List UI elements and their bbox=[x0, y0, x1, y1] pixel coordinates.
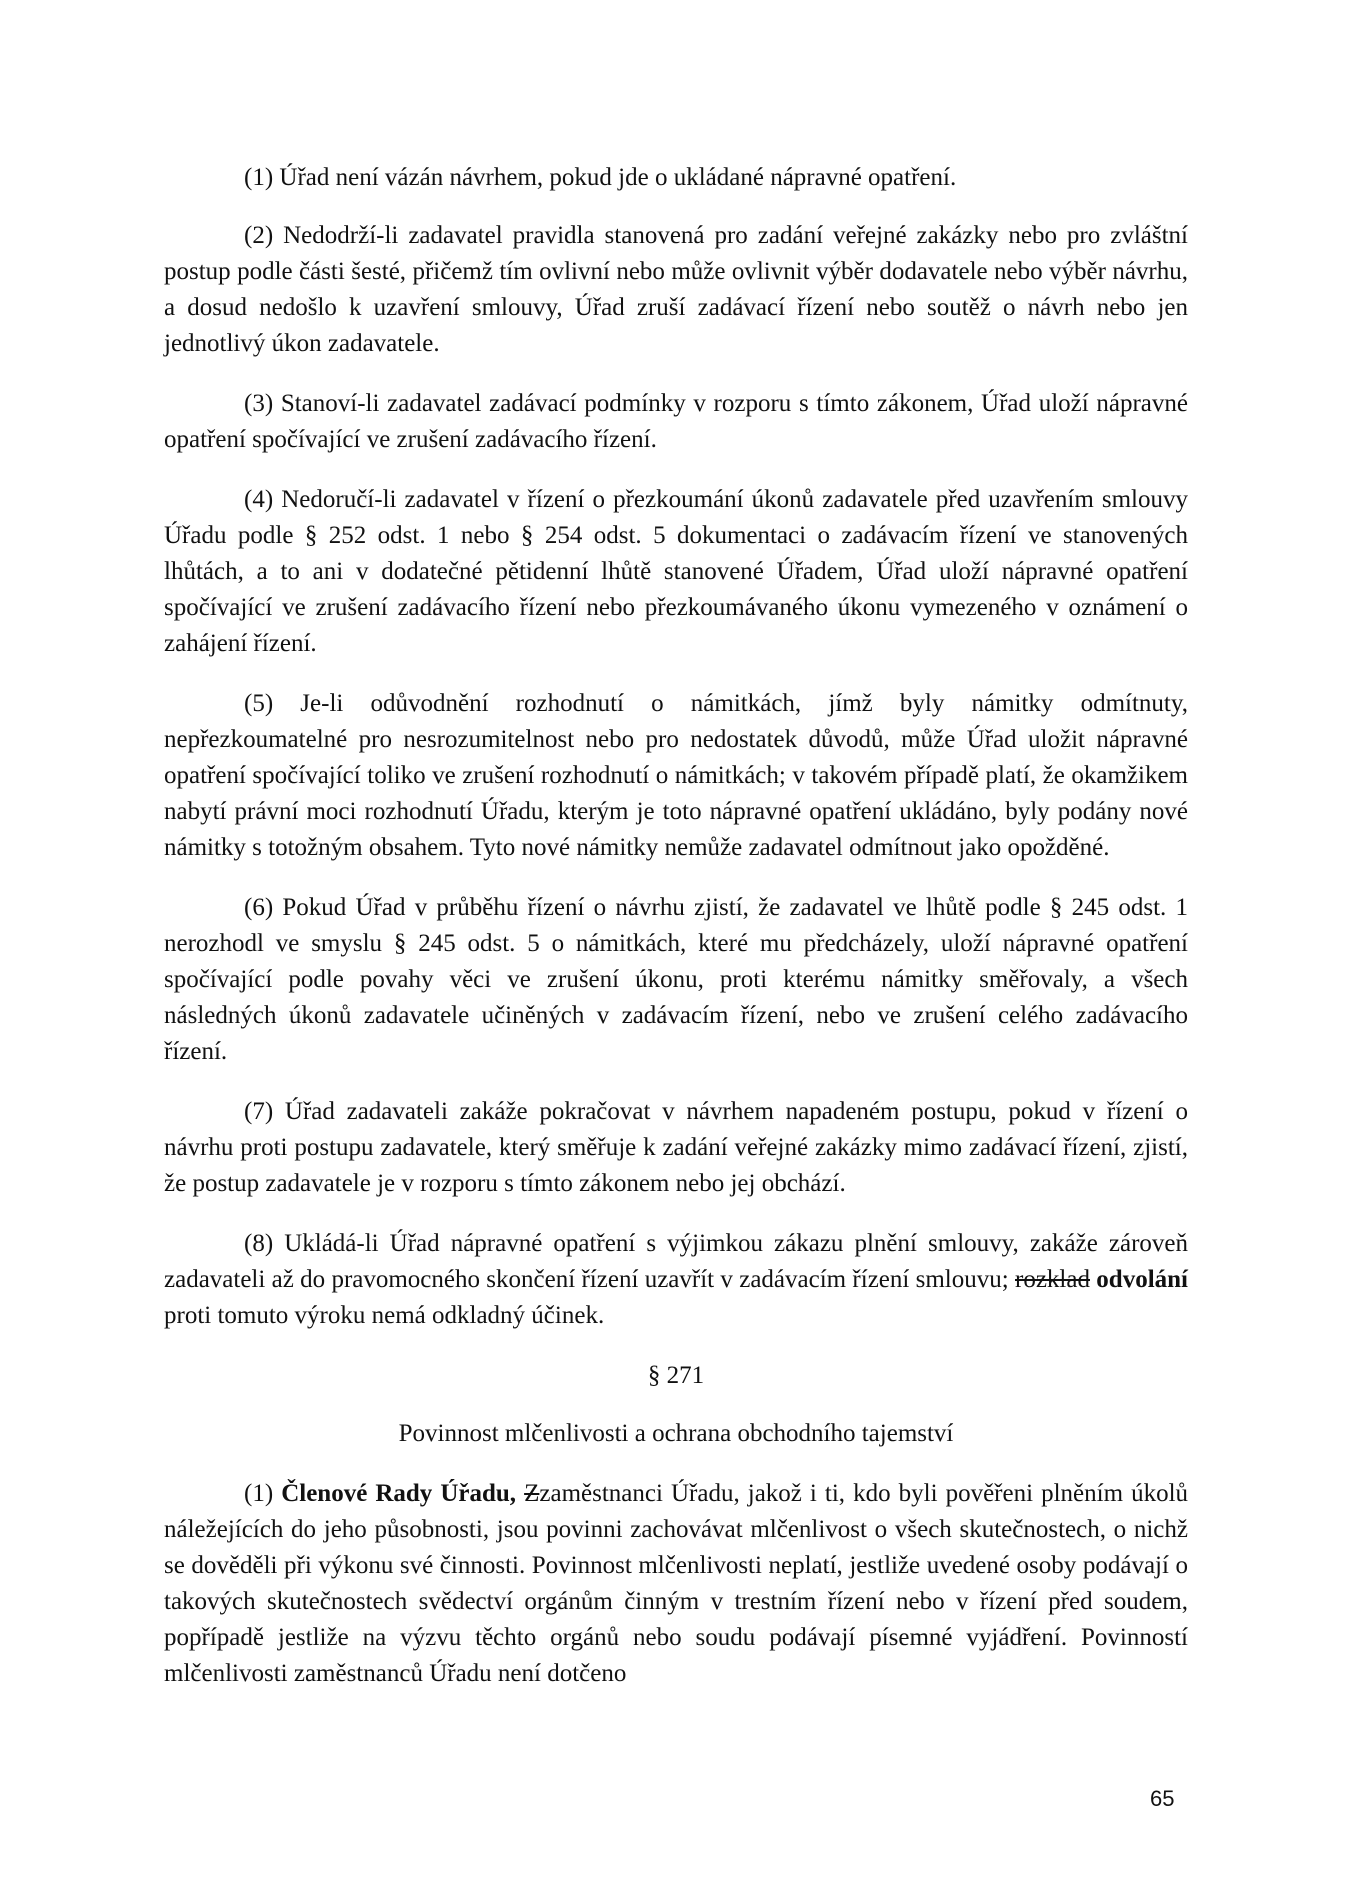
paragraph-2: (2) Nedodrží-li zadavatel pravidla stanovená pro zadání veřejné zakázky nebo pro zvláštní postup podle části šesté, přičemž tím ovlivní nebo může ovlivnit výběr dodavatele nebo výběr návrhu, a dosud nedošlo k uzavření smlouvy, Úřad zruší zadávací řízení nebo soutěž o návrh nebo jen jednotlivý úkon zadavatele. bbox=[164, 222, 1188, 357]
deleted-text: rozklad bbox=[1015, 1266, 1090, 1293]
paragraph-8 bbox=[164, 1226, 1188, 1334]
section-paragraph-1: (1) Členové Rady Úřadu, Zzaměstnanci Úřadu, jakož i ti, kdo byli pověřeni plněním úkolů náležejících do jeho působnosti, jsou povinni zachovávat mlčenlivost o všech skutečnostech, o nichž se dověděli při výkonu své činnosti. Povinnost mlčenlivosti neplatí, jestliže uvedené osoby podávají o takových skutečnostech svědectví orgánům činným v trestním řízení nebo v řízení před soudem, popřípadě jestliže na výzvu těchto orgánů nebo soudu podávají písemné vyjádření. Povinností mlčenlivosti zaměstnanců Úřadu není dotčeno bbox=[164, 1480, 1189, 1687]
paragraph-3: (3) Stanoví-li zadavatel zadávací podmínky v rozporu s tímto zákonem, Úřad uloží nápravné opatření spočívající ve zrušení zadávacího řízení. bbox=[164, 390, 1188, 453]
paragraph-7: (7) Úřad zadavateli zakáže pokračovat v návrhem napadeném postupu, pokud v řízení o návrhu proti postupu zadavatele, který směřuje k zadání veřejné zakázky mimo zadávací řízení, zjistí, že postup zadavatele je v rozporu s tímto zákonem nebo jej obchází. bbox=[164, 1098, 1188, 1197]
page-number: 65 bbox=[1150, 1786, 1175, 1811]
paragraph-6: (6) Pokud Úřad v průběhu řízení o návrhu zjistí, že zadavatel ve lhůtě podle § 245 odst. 1 nerozhodl ve smyslu § 245 odst. 5 o námitkách, které mu předcházely, uloží nápravné opatření spočívající podle povahy věci ve zrušení úkonu, proti kterému námitky směřovaly, a všech následných úkonů zadavatele učiněných v zadávacím řízení, nebo ve zrušení celého zadávacího řízení. bbox=[164, 894, 1188, 1065]
paragraph-8-tail: proti tomuto výroku nemá odkladný účinek. bbox=[164, 1302, 605, 1329]
inserted-text: odvolání bbox=[1096, 1266, 1188, 1293]
paragraph-5: (5) Je-li odůvodnění rozhodnutí o námitkách, jímž byly námitky odmítnuty, nepřezkoumatelné pro nesrozumitelnost nebo pro nedostatek důvodů, může Úřad uložit nápravné opatření spočívající toliko ve zrušení rozhodnutí o námitkách; v takovém případě platí, že okamžikem nabytí právní moci rozhodnutí Úřadu, kterým je toto nápravné opatření ukládáno, byly podány nové námitky s totožným obsahem. Tyto nové námitky nemůže zadavatel odmítnout jako opožděné. bbox=[164, 690, 1188, 861]
section-title: Povinnost mlčenlivosti a ochrana obchodního tajemství bbox=[398, 1420, 954, 1447]
document-body bbox=[164, 160, 1188, 1716]
paragraph-1: (1) Úřad není vázán návrhem, pokud jde o ukládané nápravné opatření. bbox=[244, 164, 957, 191]
paragraph-8-text: (8) Ukládá-li Úřad nápravné opatření s výjimkou zákazu plnění smlouvy, zakáže zároveň zadavateli až do pravomocného skončení řízení uzavřít v zadávacím řízení smlouvu; bbox=[164, 1230, 1188, 1293]
paragraph-4: (4) Nedoručí-li zadavatel v řízení o přezkoumání úkonů zadavatele před uzavřením smlouvy Úřadu podle § 252 odst. 1 nebo § 254 odst. 5 dokumentaci o zadávacím řízení ve stanovených lhůtách, a to ani v dodatečné pětidenní lhůtě stanovené Úřadem, Úřad uloží nápravné opatření spočívající ve zrušení zadávacího řízení nebo přezkoumávaného úkonu vymezeného v oznámení o zahájení řízení. bbox=[164, 486, 1188, 657]
section-paragraph-1-text: zaměstnanci Úřadu, jakož i ti, kdo byli pověřeni plněním úkolů náležejících do jeho působnosti, jsou povinni zachovávat mlčenlivost o všech skutečnostech, o nichž se dověděli při výkonu své činnosti. Povinnost mlčenlivosti neplatí, jestliže uvedené osoby podávají o takových skutečnostech svědectví orgánům činným v trestním řízení nebo v řízení před soudem, popřípadě jestliže na výzvu těchto orgánů nebo soudu podávají písemné vyjádření. Povinností mlčenlivosti zaměstnanců Úřadu není dotčeno bbox=[164, 1480, 1189, 1687]
deleted-text: Z bbox=[524, 1480, 540, 1507]
section-number: § 271 bbox=[647, 1362, 705, 1389]
inserted-text: Členové Rady Úřadu, bbox=[281, 1480, 525, 1507]
